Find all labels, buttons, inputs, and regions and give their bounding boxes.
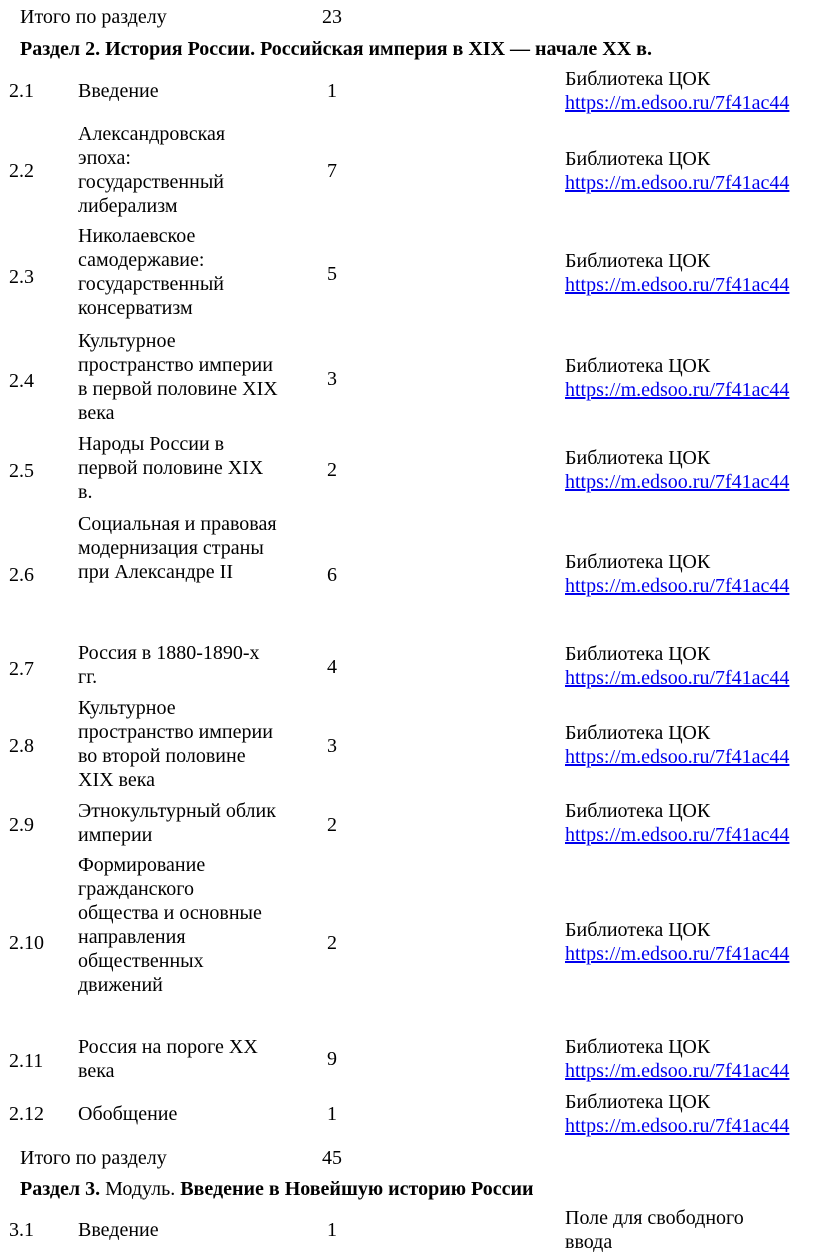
row-topic: Обобщение <box>78 1103 178 1125</box>
resource-link[interactable]: https://m.edsoo.ru/7f41ac44 <box>565 471 790 493</box>
row-number: 2.4 <box>9 370 34 392</box>
resource-label: Библиотека ЦОК <box>565 68 711 90</box>
row-topic: Введение <box>78 1219 159 1241</box>
row-number: 2.1 <box>9 80 34 102</box>
resource-link[interactable]: https://m.edsoo.ru/7f41ac44 <box>565 379 790 401</box>
row-number: 2.11 <box>9 1050 44 1072</box>
row-hours: 3 <box>327 368 337 390</box>
resource-label: Библиотека ЦОК <box>565 355 711 377</box>
row-topic: Народы России в первой половине XIX в. <box>78 433 264 503</box>
resource-label: Библиотека ЦОК <box>565 1036 711 1058</box>
row-topic: Александровская эпоха: государственный либерализм <box>78 123 226 217</box>
section3-title-main: Введение в Новейшую историю России <box>180 1178 534 1200</box>
resource-link[interactable]: https://m.edsoo.ru/7f41ac44 <box>565 943 790 965</box>
row-topic: Социальная и правовая модернизация страны при Александре II <box>78 513 277 583</box>
row-number: 2.10 <box>9 932 44 954</box>
row-number: 3.1 <box>9 1219 34 1241</box>
section3-title-module: Модуль. <box>100 1178 181 1200</box>
resource-link[interactable]: https://m.edsoo.ru/7f41ac44 <box>565 274 790 296</box>
resource-link[interactable]: https://m.edsoo.ru/7f41ac44 <box>565 746 790 768</box>
row-number: 2.3 <box>9 266 34 288</box>
row-number: 2.7 <box>9 658 34 680</box>
row-topic: Николаевское самодержавие: государственный консерватизм <box>78 225 224 319</box>
row-number: 2.5 <box>9 460 34 482</box>
row-number: 2.6 <box>9 564 34 586</box>
row-topic: Россия в 1880-1890-х гг. <box>78 642 260 688</box>
resource-link[interactable]: https://m.edsoo.ru/7f41ac44 <box>565 92 790 114</box>
resource-link[interactable]: https://m.edsoo.ru/7f41ac44 <box>565 824 790 846</box>
resource-free-input[interactable]: Поле для свободного ввода <box>565 1207 744 1253</box>
row-hours: 1 <box>327 1103 337 1125</box>
row-topic: Культурное пространство империи в первой половине XIX века <box>78 330 278 424</box>
resource-label: Библиотека ЦОК <box>565 551 711 573</box>
section1-total-label: Итого по разделу <box>20 6 167 28</box>
section2-total-value: 45 <box>322 1147 342 1169</box>
row-number: 2.8 <box>9 735 34 757</box>
row-hours: 6 <box>327 564 337 586</box>
row-hours: 2 <box>327 459 337 481</box>
resource-label: Библиотека ЦОК <box>565 148 711 170</box>
resource-label: Библиотека ЦОК <box>565 250 711 272</box>
resource-link[interactable]: https://m.edsoo.ru/7f41ac44 <box>565 575 790 597</box>
section3-title <box>20 1177 534 1201</box>
section1-total-value: 23 <box>322 6 342 28</box>
resource-label: Библиотека ЦОК <box>565 1091 711 1113</box>
section2-title: Раздел 2. История России. Российская империя в XIX — начале XX в. <box>20 38 652 60</box>
row-number: 2.2 <box>9 160 34 182</box>
row-topic: Введение <box>78 80 159 102</box>
resource-label: Библиотека ЦОК <box>565 643 711 665</box>
row-topic: Россия на пороге XX века <box>78 1036 258 1082</box>
row-hours: 5 <box>327 263 337 285</box>
row-topic: Формирование гражданского общества и основные направления общественных движений <box>78 854 262 996</box>
row-hours: 3 <box>327 735 337 757</box>
row-number: 2.9 <box>9 814 34 836</box>
resource-link[interactable]: https://m.edsoo.ru/7f41ac44 <box>565 1115 790 1137</box>
resource-label: Библиотека ЦОК <box>565 800 711 822</box>
row-hours: 4 <box>327 656 337 678</box>
row-hours: 9 <box>327 1048 337 1070</box>
section3-title-prefix: Раздел 3. <box>20 1178 101 1200</box>
resource-link[interactable]: https://m.edsoo.ru/7f41ac44 <box>565 172 790 194</box>
resource-label: Библиотека ЦОК <box>565 447 711 469</box>
row-hours: 2 <box>327 932 337 954</box>
row-topic: Культурное пространство империи во второй половине XIX века <box>78 697 273 791</box>
resource-link[interactable]: https://m.edsoo.ru/7f41ac44 <box>565 667 790 689</box>
resource-label: Библиотека ЦОК <box>565 919 711 941</box>
row-number: 2.12 <box>9 1103 44 1125</box>
row-hours: 2 <box>327 814 337 836</box>
row-hours: 1 <box>327 80 337 102</box>
section2-total-label: Итого по разделу <box>20 1147 167 1169</box>
row-hours: 1 <box>327 1219 337 1241</box>
resource-link[interactable]: https://m.edsoo.ru/7f41ac44 <box>565 1060 790 1082</box>
row-topic: Этнокультурный облик империи <box>78 800 276 846</box>
resource-label: Библиотека ЦОК <box>565 722 711 744</box>
row-hours: 7 <box>327 160 337 182</box>
